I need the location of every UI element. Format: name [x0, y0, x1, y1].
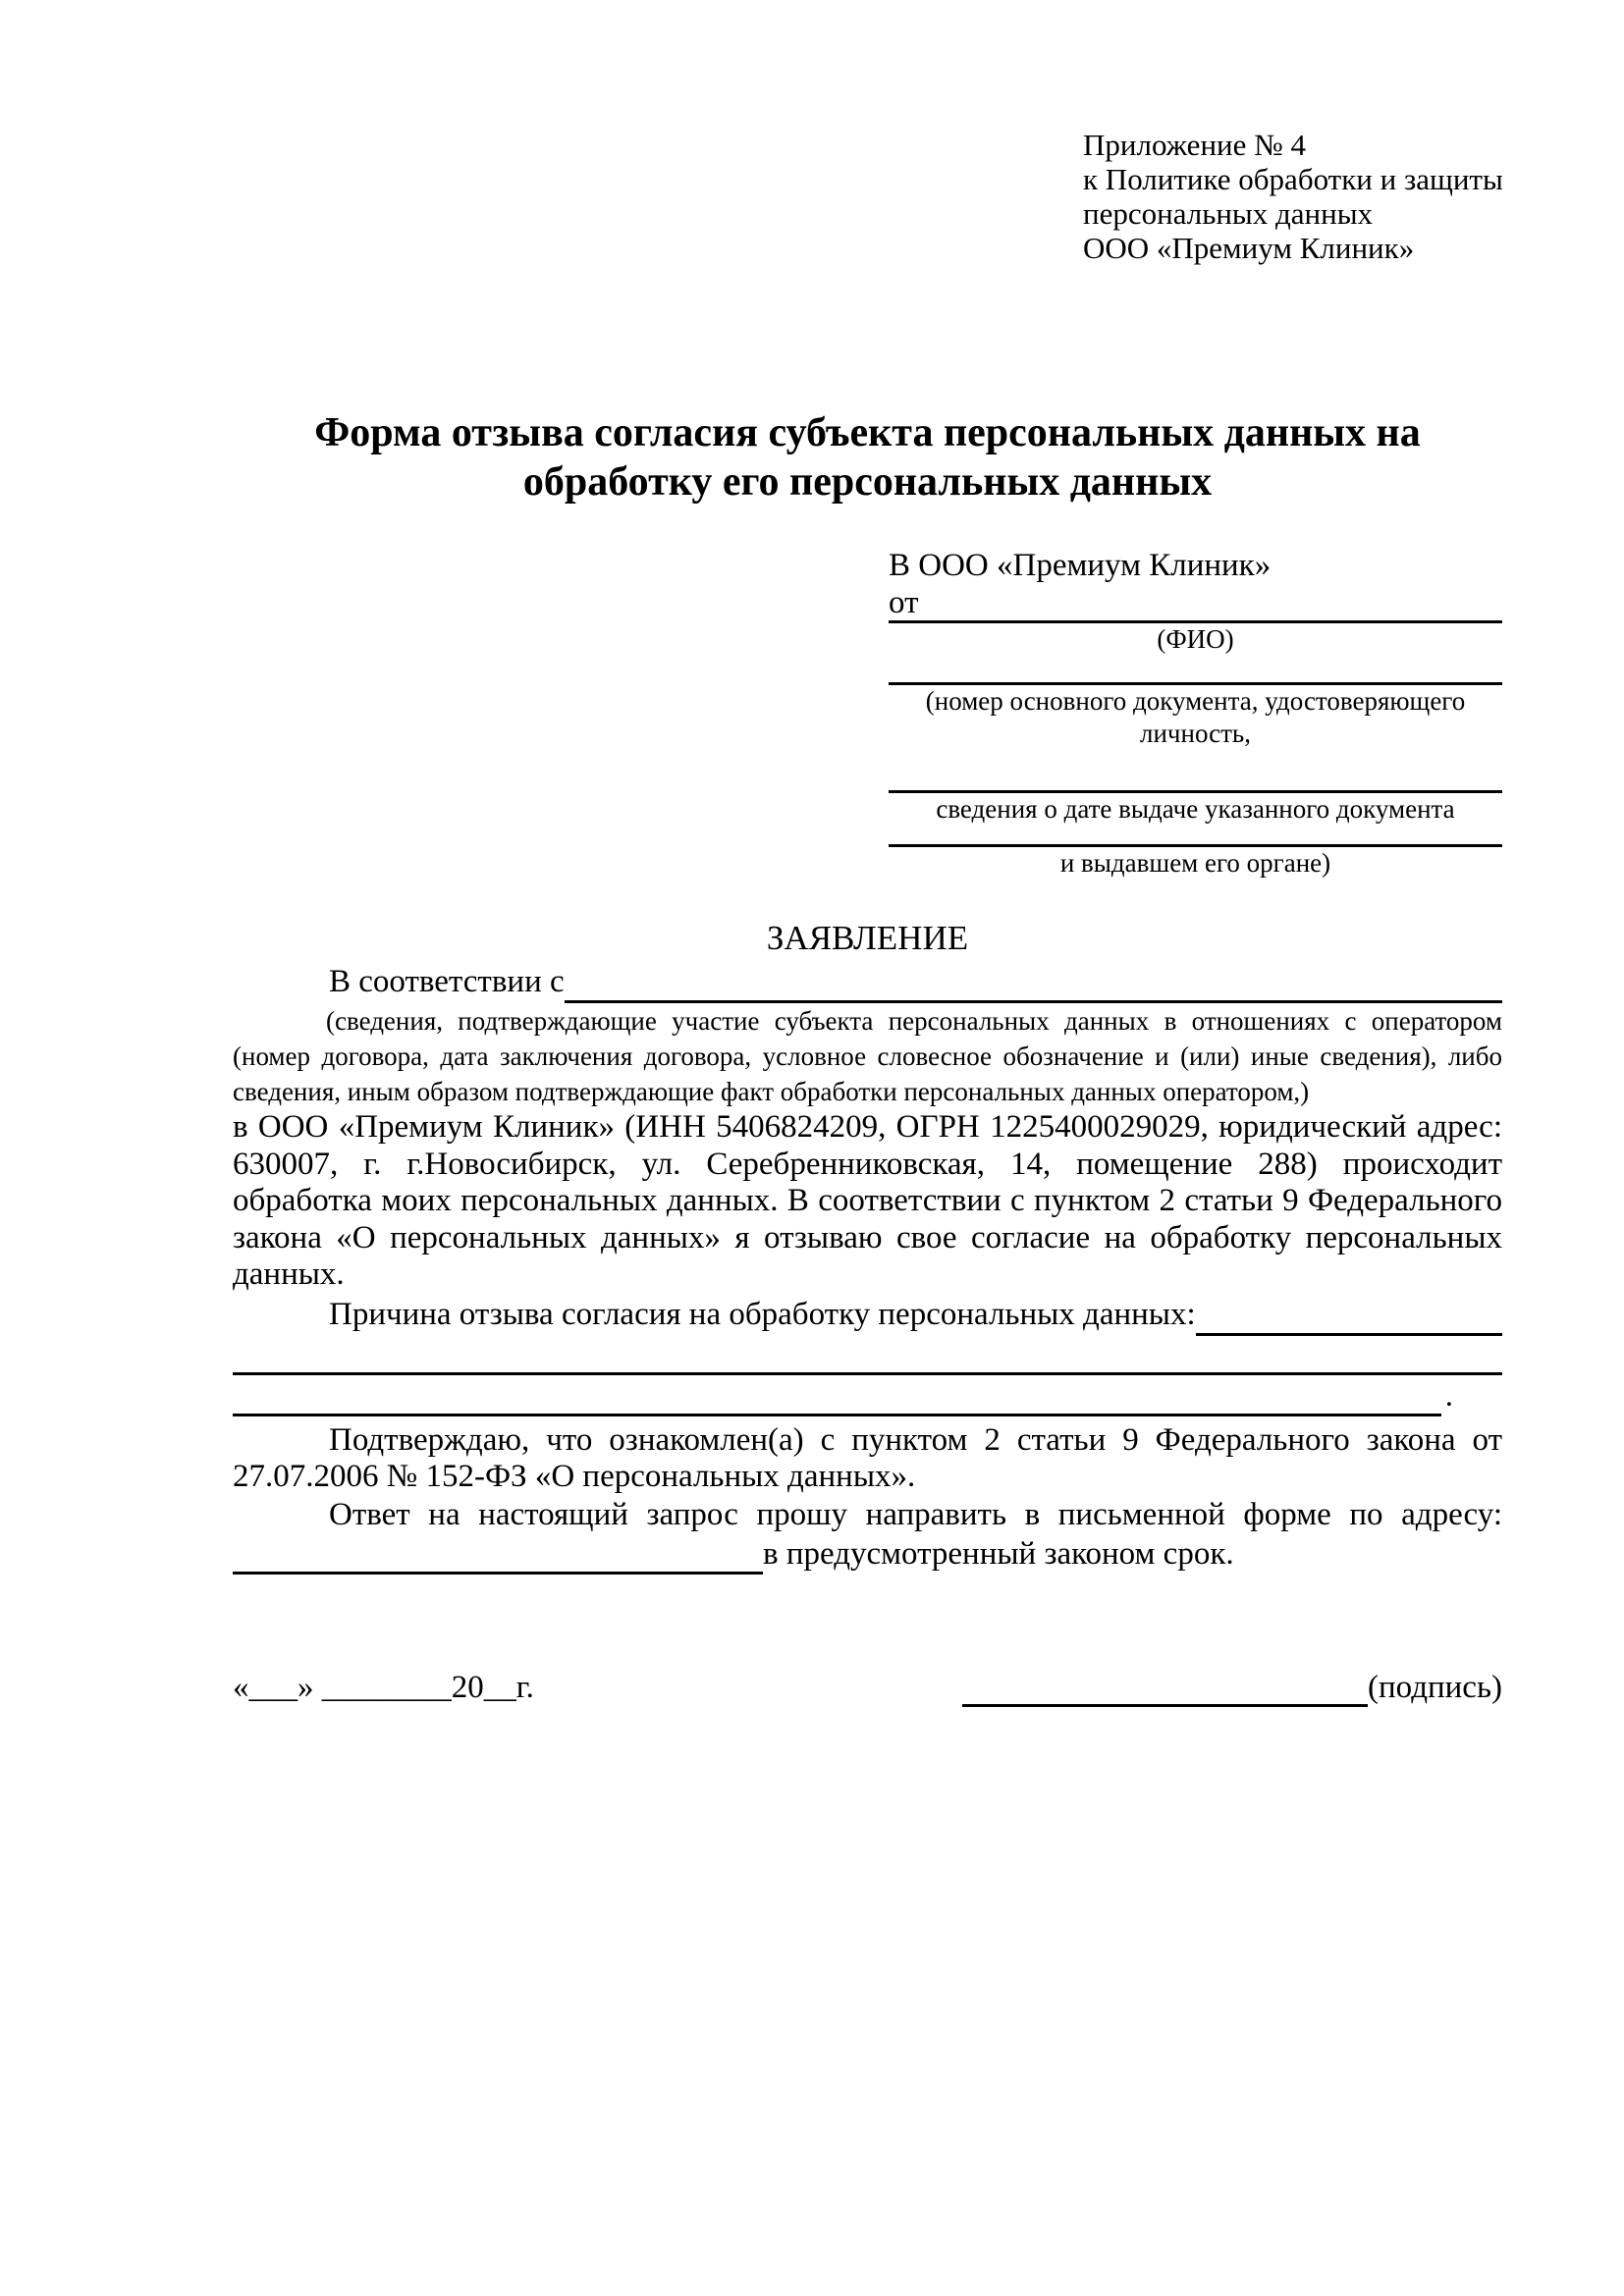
addressee-block [889, 546, 1502, 880]
fio-caption: (ФИО) [1157, 624, 1234, 654]
confirm-paragraph: Подтверждаю, что ознакомлен(а) с пунктом 2 статьи 9 Федерального закона от 27.07.2006 № 152-ФЗ «О персональных данных». [233, 1421, 1502, 1494]
document-number-caption: (номер основного документа, удостоверяющего личность, [925, 686, 1466, 748]
issue-date-blank-line [889, 750, 1502, 793]
issue-date-caption: сведения о дате выдаче указанного документа [936, 794, 1455, 824]
reason-label: Причина отзыва согласия на обработку персональных данных: [329, 1296, 1196, 1332]
annex-line-2: к Политике обработки и защиты [1083, 162, 1503, 196]
issuing-authority-blank-line [889, 826, 1502, 847]
annex-line-1: Приложение № 4 [1083, 128, 1306, 162]
reply-paragraph: Ответ на настоящий запрос прошу направить в письменной форме по адресу: [329, 1496, 1502, 1532]
date-blank: «___» ________20__г. [233, 1669, 534, 1705]
signature-blank-line [962, 1670, 1368, 1707]
annex-header [1083, 128, 1502, 265]
reason-row [233, 1294, 1502, 1336]
reply-address-row [233, 1533, 1502, 1575]
intro-blank-line [565, 964, 1502, 1003]
address-blank-line [233, 1535, 763, 1575]
signature-caption: (подпись) [1368, 1669, 1502, 1705]
statement-body: в ООО «Премиум Клиник» (ИНН 5406824209, ОГРН 1225400029029, юридический адрес: 630007, г. г.Новосибирск, ул. Серебренниковская, 14, помещение 288) происходит обработка моих персональных данных. В соответствии с пунктом 2 статьи 9 Федерального закона «О персональных данных» я отзываю свое согласие на обработку персональных данных. [233, 1109, 1502, 1292]
issuing-authority-caption: и выдавшем его органе) [1059, 848, 1331, 878]
addressee-to: В ООО «Премиум Клиник» [889, 548, 1272, 583]
addressee-from-label: от [889, 585, 919, 620]
document-number-blank-line [889, 656, 1502, 685]
statement-note: (сведения, подтверждающие участие субъекта персональных данных в отношениях с оператором (номер договора, дата заключения договора, условное словесное обозначение и (или) иные сведения), либо сведения, иным образом подтверждающие факт обработки персональных данных оператором,) [233, 1006, 1502, 1106]
footer-row [233, 1668, 1502, 1707]
annex-line-3: персональных данных [1083, 196, 1374, 231]
statement-heading: ЗАЯВЛЕНИЕ [766, 919, 969, 957]
intro-label: В соответствии с [329, 964, 565, 999]
reason-blank-line [1196, 1297, 1502, 1336]
reason-blank-row-3 [233, 1375, 1502, 1416]
reply-tail: в предусмотренный законом срок. [763, 1535, 1234, 1572]
reason-blank-line-3 [233, 1377, 1441, 1416]
document-title: Форма отзыва согласия субъекта персональных данных на обработку его персональных данных [314, 410, 1421, 505]
signature-group [962, 1668, 1502, 1707]
sentence-period: . [1444, 1377, 1453, 1414]
intro-row [233, 960, 1502, 1003]
annex-line-4: ООО «Премиум Клиник» [1083, 231, 1415, 265]
reason-blank-line-2 [233, 1336, 1502, 1375]
